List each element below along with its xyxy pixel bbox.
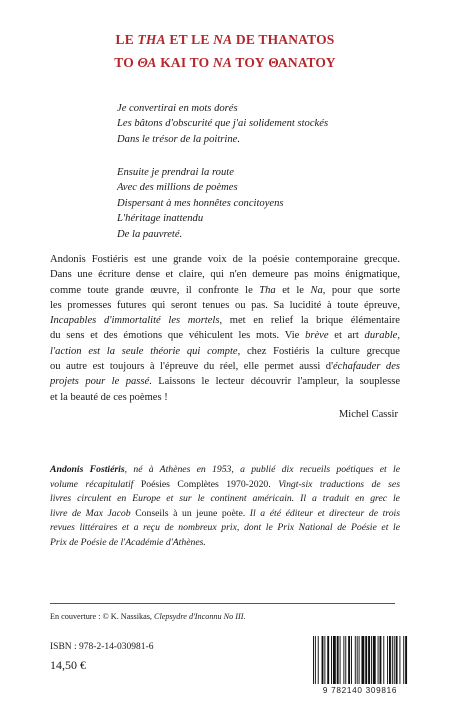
text-run: . Laissons le lecteur découvrir l'ampleur, la souplesse [149,376,401,388]
prose-line [50,283,400,298]
text-run: et le [275,284,311,296]
text-run-italic: volume récapitulatif [50,478,141,490]
prose-line [50,267,400,282]
text-run-italic: livre de Max Jacob [50,507,136,519]
price: 14,50 € [50,658,86,672]
prose-line [50,344,400,359]
barcode-bar [351,636,352,684]
title-fr-tha: THA [137,32,166,47]
text-run-italic: durable, [364,330,400,342]
text-run-italic: Tha [259,284,276,296]
barcode-bar [383,636,384,684]
barcode-bar [399,636,400,684]
barcode-bar [355,636,356,684]
text-run: . [242,507,250,519]
text-run-italic: l'action est la seule théorie qui compte [50,345,238,357]
bio-line [50,507,400,522]
title-gr-tha: ΘΑ [137,55,157,70]
text-run: Andonis Fostiéris est une grande voix de la poésie contemporaine grecque. [50,254,400,265]
bio-line [50,521,400,536]
poem-line: Dans le trésor de la poitrine. [117,133,240,145]
text-run: et art [328,330,365,342]
barcode-bar [315,636,316,684]
barcode-bar [380,636,382,684]
isbn: ISBN : 978-2-14-030981-6 [50,642,154,652]
text-run: , pour que sorte [322,284,401,296]
poem-line: Dispersant à mes honnêtes concitoyens [117,197,284,209]
barcode-bar [340,636,341,684]
barcode-bar [359,636,360,684]
barcode-bar [348,636,350,684]
text-run-italic: livres circulent en Europe et sur le continent américain. [50,493,295,505]
title-gr-na: ΝΑ [212,55,233,70]
text-run: , met en relief la brique élémentaire [219,315,400,327]
text-run-italic: projets pour le passé [50,376,150,388]
text-run: Dans une écriture dense et claire, qui n'en demeure pas moins énigmatique, [50,269,400,281]
poem-line: Les bâtons d'obscurité que j'ai solidement stockés [117,118,329,130]
title-fr-part: LE [115,32,138,47]
prose-line [50,313,400,328]
author-name: Andonis Fostiéris [50,464,125,475]
barcode [309,636,411,698]
text-run: Poésies Complètes 1970-2020 [140,478,269,490]
barcode-bar [373,636,376,684]
poem-line: Avec des millions de poèmes [117,182,238,194]
barcode-bars [309,636,411,686]
barcode-bar [343,636,344,684]
barcode-bar [387,636,388,684]
prose-line [50,374,400,389]
barcode-bar [333,636,336,684]
poem-line: De la pauvreté. [117,228,183,240]
bio-line [50,478,400,493]
poem-line: L'héritage inattendu [117,213,204,225]
prose-line [50,359,400,374]
text-run: , chez Fostiéris la culture grecque [237,345,400,357]
title-gr-part: ΤΟΥ ΘΑΝΑΤΟΥ [232,55,336,70]
text-run-italic: Incapables d'immortalité les mortels [50,315,220,327]
text-run-italic: Il a traduit en grec le [294,493,400,505]
presentation-text [50,252,400,405]
text-run-italic: Il a été éditeur et directeur de trois [249,507,400,519]
text-run-italic: Prix de Poésie de l'Académie d'Athènes. [50,536,206,548]
text-run-italic: revues littéraires et a reçu de nombreux prix, dont le Prix National de Poésie et le [50,522,400,534]
barcode-bar [403,636,404,684]
cover-title: Clepsydre d'Inconnu No III. [154,612,246,621]
text-run: Conseils à un jeune poète [135,507,243,519]
title-fr-na: NA [213,32,233,47]
text-run: ou autre est toujours à l'épreuve du réel, elle permet aussi d' [50,361,333,373]
title-fr-part: DE THANATOS [232,32,335,47]
barcode-bar [313,636,314,684]
text-run: et la beauté de ces poèmes ! [50,391,168,403]
barcode-bar [371,636,372,684]
barcode-bar [389,636,391,684]
title-fr-part: ET LE [165,32,214,47]
signature: Michel Cassir [338,409,398,420]
text-run-italic: , né à Athènes en 1953, a publié dix recueils poétiques et le [124,464,400,475]
barcode-bar [396,636,398,684]
prose-line [50,298,400,313]
barcode-bar [378,636,379,684]
barcode-bar [318,636,319,684]
text-run: du sens et des émotions que véhiculent les mots. Vie [50,330,306,342]
bio-line [50,492,400,507]
barcode-bar [345,636,346,684]
text-run-italic: brève [305,330,329,342]
prose-line [50,390,400,405]
prose-line [50,328,400,343]
divider [50,603,395,604]
barcode-bar [324,636,325,684]
title-french [0,32,450,48]
author-bio [50,463,400,551]
text-run: comme toute grande œuvre, il confronte le [50,284,260,296]
barcode-bar [365,636,367,684]
barcode-bar [322,636,324,684]
barcode-bar [405,636,407,684]
barcode-bar [331,636,332,684]
text-run-italic: Vingt-six traductions de ses [278,478,401,490]
poem-stanza-2 [117,165,284,242]
prose-line [50,252,400,267]
barcode-bar [357,636,358,684]
poem-line: Je convertirai en mots dorés [117,103,238,114]
cover-label: En couverture : © K. Nassikas, [50,612,154,621]
barcode-bar [337,636,339,684]
barcode-bar [394,636,395,684]
bio-line [50,463,400,478]
poem-stanza-1 [117,101,328,147]
barcode-bar [368,636,370,684]
title-gr-part: ΤΟ [114,55,138,70]
text-run: . [268,478,279,490]
barcode-bar [327,636,329,684]
text-run-italic: Na [310,284,323,296]
poem-line: Ensuite je prendrai la route [117,167,234,178]
cover-credit [50,612,246,621]
barcode-digits: 9 782140 309816 [322,686,398,695]
text-run: les promesses futures qui seront tenues ou pas. Sa lucidité à toute épreuve, [50,299,400,311]
barcode-bar [361,636,364,684]
title-greek [0,55,450,71]
barcode-bar [392,636,393,684]
bio-line [50,536,400,551]
text-run-italic: échafauder des [332,361,400,373]
title-gr-part: ΚΑΙ ΤΟ [156,55,213,70]
